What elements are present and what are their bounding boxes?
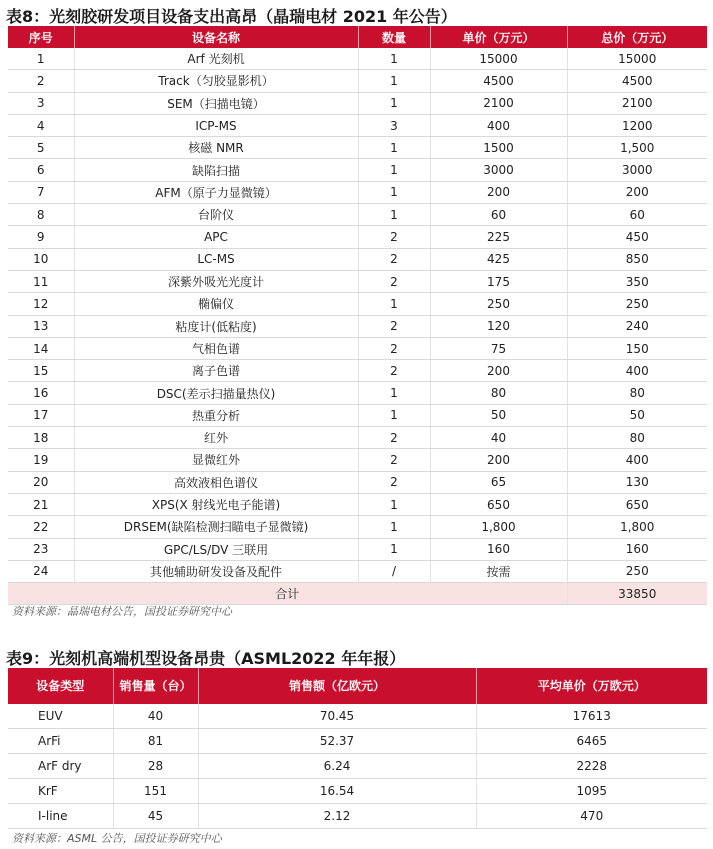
cell-quantity: 1 <box>358 48 430 70</box>
cell-equipment-name: DSC(差示扫描量热仪) <box>74 382 358 404</box>
table-row <box>8 754 707 779</box>
cell-total-price: 850 <box>567 248 707 270</box>
cell-unit-price: 40 <box>430 427 567 449</box>
cell-index: 13 <box>8 315 74 337</box>
table-row <box>8 729 707 754</box>
cell-quantity: 1 <box>358 159 430 181</box>
cell-quantity: 2 <box>358 427 430 449</box>
table-row <box>8 159 707 181</box>
cell-average-price: 2228 <box>476 754 707 779</box>
cell-index: 19 <box>8 449 74 471</box>
cell-index: 2 <box>8 70 74 92</box>
cell-quantity: 2 <box>358 270 430 292</box>
cell-unit-price: 75 <box>430 337 567 359</box>
cell-quantity: 2 <box>358 226 430 248</box>
table-row <box>8 226 707 248</box>
cell-sales-volume: 81 <box>113 729 198 754</box>
cell-unit-price: 50 <box>430 404 567 426</box>
cell-equipment-name: 粘度计(低粘度) <box>74 315 358 337</box>
table-row <box>8 137 707 159</box>
cell-total-price: 1,500 <box>567 137 707 159</box>
cell-unit-price: 3000 <box>430 159 567 181</box>
cell-unit-price: 65 <box>430 471 567 493</box>
cell-total-price: 60 <box>567 204 707 226</box>
table-row <box>8 248 707 270</box>
cell-total-price: 200 <box>567 181 707 203</box>
table-row <box>8 270 707 292</box>
cell-unit-price: 15000 <box>430 48 567 70</box>
cell-unit-price: 200 <box>430 181 567 203</box>
cell-total-price: 130 <box>567 471 707 493</box>
cell-total-price: 240 <box>567 315 707 337</box>
table-header-row <box>8 26 707 48</box>
table-row <box>8 315 707 337</box>
cell-quantity: 1 <box>358 293 430 315</box>
cell-unit-price: 120 <box>430 315 567 337</box>
cell-total-price: 2100 <box>567 92 707 114</box>
cell-equipment-name: Arf 光刻机 <box>74 48 358 70</box>
table8-title: 表8：光刻胶研发项目设备支出高昂（晶瑞电材 2021 年公告） <box>6 7 457 26</box>
cell-index: 9 <box>8 226 74 248</box>
cell-equipment-name: LC-MS <box>74 248 358 270</box>
cell-index: 6 <box>8 159 74 181</box>
cell-unit-price: 80 <box>430 382 567 404</box>
table-row <box>8 48 707 70</box>
cell-average-price: 1095 <box>476 779 707 804</box>
cell-index: 14 <box>8 337 74 359</box>
cell-index: 23 <box>8 538 74 560</box>
cell-unit-price: 60 <box>430 204 567 226</box>
cell-index: 12 <box>8 293 74 315</box>
header-equipment-type: 设备类型 <box>8 668 113 704</box>
cell-index: 10 <box>8 248 74 270</box>
cell-index: 8 <box>8 204 74 226</box>
table-row <box>8 560 707 582</box>
cell-quantity: 2 <box>358 337 430 359</box>
cell-unit-price: 200 <box>430 360 567 382</box>
cell-equipment-type: I-line <box>8 804 113 829</box>
table-row <box>8 337 707 359</box>
table-row <box>8 181 707 203</box>
cell-total-price: 650 <box>567 493 707 515</box>
cell-equipment-type: KrF <box>8 779 113 804</box>
cell-equipment-type: EUV <box>8 704 113 729</box>
cell-total-price: 80 <box>567 427 707 449</box>
table-row <box>8 471 707 493</box>
cell-sales-volume: 40 <box>113 704 198 729</box>
cell-equipment-name: XPS(X 射线光电子能谱) <box>74 493 358 515</box>
cell-index: 18 <box>8 427 74 449</box>
cell-unit-price: 225 <box>430 226 567 248</box>
cell-total-price: 50 <box>567 404 707 426</box>
cell-equipment-name: 其他辅助研发设备及配件 <box>74 560 358 582</box>
cell-sales-amount: 6.24 <box>198 754 476 779</box>
cell-quantity: 1 <box>358 92 430 114</box>
equipment-cost-table <box>8 26 707 605</box>
cell-equipment-name: 深紫外吸光光度计 <box>74 270 358 292</box>
header-quantity: 数量 <box>358 26 430 48</box>
table-row <box>8 493 707 515</box>
cell-index: 3 <box>8 92 74 114</box>
table-row <box>8 92 707 114</box>
cell-index: 4 <box>8 114 74 136</box>
cell-equipment-name: ICP-MS <box>74 114 358 136</box>
cell-equipment-type: ArFi <box>8 729 113 754</box>
header-equipment-name: 设备名称 <box>74 26 358 48</box>
cell-equipment-name: SEM（扫描电镜） <box>74 92 358 114</box>
cell-equipment-name: 缺陷扫描 <box>74 159 358 181</box>
cell-index: 22 <box>8 516 74 538</box>
cell-total-price: 1,800 <box>567 516 707 538</box>
cell-index: 17 <box>8 404 74 426</box>
table9-title: 表9：光刻机高端机型设备昂贵（ASML2022 年年报） <box>6 649 406 668</box>
cell-total-price: 4500 <box>567 70 707 92</box>
table-row <box>8 404 707 426</box>
cell-quantity: 2 <box>358 360 430 382</box>
table-row <box>8 804 707 829</box>
cell-sales-amount: 2.12 <box>198 804 476 829</box>
cell-total-price: 400 <box>567 360 707 382</box>
cell-total-price: 350 <box>567 270 707 292</box>
cell-total-price: 80 <box>567 382 707 404</box>
cell-average-price: 17613 <box>476 704 707 729</box>
header-total-price: 总价（万元） <box>567 26 707 48</box>
cell-equipment-name: 显微红外 <box>74 449 358 471</box>
cell-equipment-type: ArF dry <box>8 754 113 779</box>
header-average-price: 平均单价（万欧元） <box>476 668 707 704</box>
total-row <box>8 583 707 605</box>
cell-equipment-name: AFM（原子力显微镜） <box>74 181 358 203</box>
cell-total-price: 400 <box>567 449 707 471</box>
cell-unit-price: 400 <box>430 114 567 136</box>
cell-equipment-name: 红外 <box>74 427 358 449</box>
table-header-row <box>8 668 707 704</box>
cell-average-price: 6465 <box>476 729 707 754</box>
cell-unit-price: 200 <box>430 449 567 471</box>
cell-quantity: 3 <box>358 114 430 136</box>
total-value: 33850 <box>567 583 707 605</box>
asml-equipment-table <box>8 668 707 829</box>
cell-equipment-name: DRSEM(缺陷检测扫瞄电子显微镜) <box>74 516 358 538</box>
cell-unit-price: 425 <box>430 248 567 270</box>
cell-index: 5 <box>8 137 74 159</box>
cell-unit-price: 按需 <box>430 560 567 582</box>
table-row <box>8 427 707 449</box>
cell-equipment-name: 热重分析 <box>74 404 358 426</box>
cell-sales-volume: 151 <box>113 779 198 804</box>
cell-unit-price: 160 <box>430 538 567 560</box>
cell-total-price: 450 <box>567 226 707 248</box>
cell-index: 15 <box>8 360 74 382</box>
cell-equipment-name: 椭偏仪 <box>74 293 358 315</box>
cell-unit-price: 2100 <box>430 92 567 114</box>
cell-unit-price: 1,800 <box>430 516 567 538</box>
cell-total-price: 15000 <box>567 48 707 70</box>
cell-quantity: 1 <box>358 404 430 426</box>
cell-index: 20 <box>8 471 74 493</box>
cell-total-price: 250 <box>567 293 707 315</box>
total-label: 合计 <box>8 583 567 605</box>
cell-unit-price: 650 <box>430 493 567 515</box>
cell-quantity: 2 <box>358 315 430 337</box>
cell-index: 1 <box>8 48 74 70</box>
cell-equipment-name: APC <box>74 226 358 248</box>
table-row <box>8 382 707 404</box>
table-row <box>8 360 707 382</box>
cell-quantity: / <box>358 560 430 582</box>
header-unit-price: 单价（万元） <box>430 26 567 48</box>
table-row <box>8 538 707 560</box>
cell-quantity: 2 <box>358 449 430 471</box>
cell-equipment-name: 气相色谱 <box>74 337 358 359</box>
cell-sales-amount: 52.37 <box>198 729 476 754</box>
cell-total-price: 250 <box>567 560 707 582</box>
header-sales-volume: 销售量（台） <box>113 668 198 704</box>
cell-sales-amount: 70.45 <box>198 704 476 729</box>
cell-sales-volume: 28 <box>113 754 198 779</box>
cell-index: 16 <box>8 382 74 404</box>
table-row <box>8 704 707 729</box>
cell-quantity: 1 <box>358 137 430 159</box>
cell-quantity: 1 <box>358 538 430 560</box>
table-row <box>8 779 707 804</box>
cell-quantity: 2 <box>358 471 430 493</box>
cell-average-price: 470 <box>476 804 707 829</box>
cell-equipment-name: 核磁 NMR <box>74 137 358 159</box>
cell-quantity: 1 <box>358 493 430 515</box>
table-row <box>8 516 707 538</box>
cell-unit-price: 4500 <box>430 70 567 92</box>
cell-quantity: 1 <box>358 204 430 226</box>
cell-total-price: 160 <box>567 538 707 560</box>
table-row <box>8 114 707 136</box>
cell-quantity: 1 <box>358 70 430 92</box>
cell-total-price: 3000 <box>567 159 707 181</box>
cell-quantity: 1 <box>358 181 430 203</box>
cell-unit-price: 175 <box>430 270 567 292</box>
cell-quantity: 1 <box>358 516 430 538</box>
table-row <box>8 70 707 92</box>
cell-total-price: 150 <box>567 337 707 359</box>
cell-equipment-name: GPC/LS/DV 三联用 <box>74 538 358 560</box>
table-row <box>8 204 707 226</box>
cell-quantity: 1 <box>358 382 430 404</box>
table-row <box>8 293 707 315</box>
table9-source: 资料来源：ASML 公告，国投证券研究中心 <box>12 832 222 845</box>
cell-unit-price: 1500 <box>430 137 567 159</box>
cell-equipment-name: Track（匀胶显影机） <box>74 70 358 92</box>
table-row <box>8 449 707 471</box>
cell-sales-volume: 45 <box>113 804 198 829</box>
cell-unit-price: 250 <box>430 293 567 315</box>
cell-quantity: 2 <box>358 248 430 270</box>
header-sales-amount: 销售额（亿欧元） <box>198 668 476 704</box>
cell-total-price: 1200 <box>567 114 707 136</box>
header-index: 序号 <box>8 26 74 48</box>
cell-equipment-name: 台阶仪 <box>74 204 358 226</box>
cell-equipment-name: 高效液相色谱仪 <box>74 471 358 493</box>
table8-source: 资料来源：晶瑞电材公告，国投证券研究中心 <box>12 605 232 618</box>
cell-index: 11 <box>8 270 74 292</box>
cell-sales-amount: 16.54 <box>198 779 476 804</box>
cell-index: 21 <box>8 493 74 515</box>
cell-index: 7 <box>8 181 74 203</box>
cell-equipment-name: 离子色谱 <box>74 360 358 382</box>
cell-index: 24 <box>8 560 74 582</box>
